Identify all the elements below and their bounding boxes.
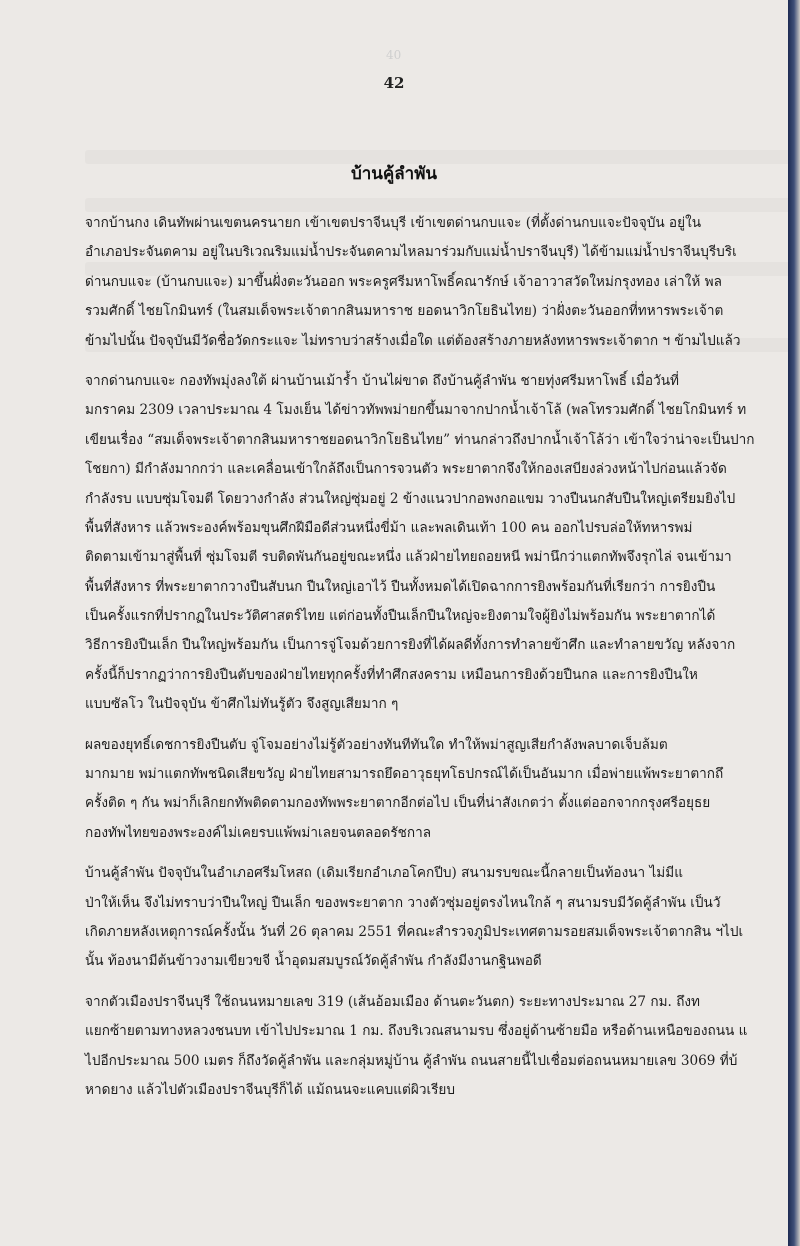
text-line: มากมาย พม่าแตกทัพชนิดเสียขวัญ ฝ่ายไทยสามารถยึดอาวุธยุทโธปกรณ์ได้เป็นอันมาก เมื่อพ่ายแพ้พระยาตากถึ	[85, 766, 724, 783]
text-line: กองทัพไทยของพระองค์ไม่เคยรบแพ้พม่าเลยจนตลอดรัชกาล	[85, 824, 432, 841]
paragraph	[85, 731, 788, 849]
text-line: ติดตามเข้ามาสู่พื้นที่ ซุ่มโจมตี รบติดพันกันอยู่ขณะหนึ่ง แล้วฝ่ายไทยถอยหนี พม่านึกว่าแตกทัพจึงรุกไล่ จนเข้ามา	[85, 549, 732, 566]
text-line: เป็นครั้งแรกที่ปรากฏในประวัติศาสตร์ไทย แต่ก่อนทั้งปืนเล็กปืนใหญ่จะยิงตามใจผู้ยิงไม่พร้อมกัน พระยาตากได้	[85, 608, 716, 625]
text-line: แบบซัลโว ในปัจจุบัน ข้าศึกไม่ทันรู้ตัว จึงสูญเสียมาก ๆ	[85, 696, 399, 713]
text-line: ข้ามไปนั้น ปัจจุบันมีวัดชื่อวัดกระแจะ ไม่ทราบว่าสร้างเมื่อใด แต่ต้องสร้างภายหลังทหารพระเจ้าตาก ฯ ข้ามไปแล้ว	[85, 332, 741, 349]
text-line: นั้น ท้องนามีต้นข้าวงามเขียวขจี น้ำอุดมสมบูรณ์วัดคู้ลำพัน กำลังมีงานกฐินพอดี	[85, 953, 542, 970]
document-body	[85, 209, 788, 1105]
text-line: ด่านกบแจะ (บ้านกบแจะ) มาขึ้นฝั่งตะวันออก พระครูศรีมหาโพธิ์คณารักษ์ เจ้าอาวาสวัดใหม่กรุงทอง เล่าให้ พล	[85, 273, 722, 290]
text-line: อำเภอประจันตคาม อยู่ในบริเวณริมแม่น้ำประจันตคามไหลมาร่วมกับแม่น้ำปราจีนบุรี) ได้ข้ามแม่น้ำปราจีนบุรีบริเ	[85, 244, 737, 261]
text-line: จากด่านกบแจะ กองทัพมุ่งลงใต้ ผ่านบ้านเม้าร้ำ บ้านไผ่ขาด ถึงบ้านคู้ลำพัน ชายทุ่งศรีมหาโพธิ์ เมื่อวันที่	[85, 372, 679, 389]
text-line: หาดยาง แล้วไปตัวเมืองปราจีนบุรีก็ได้ แม้ถนนจะแคบแต่ผิวเรียบ	[85, 1081, 456, 1098]
page-number: 42	[383, 74, 405, 92]
show-through-page-number: 40	[386, 48, 402, 62]
text-line: เกิดภายหลังเหตุการณ์ครั้งนั้น วันที่ 26 ตุลาคม 2551 ที่คณะสำรวจภูมิประเทศตามรอยสมเด็จพระเจ้าตากสิน ฯไปเ	[85, 923, 744, 940]
text-line: วิธีการยิงปืนเล็ก ปืนใหญ่พร้อมกัน เป็นการจู่โจมด้วยการยิงที่ได้ผลดีทั้งการทำลายข้าศึก และทำลายขวัญ หลังจาก	[85, 637, 736, 654]
text-line: ไปอีกประมาณ 500 เมตร ก็ถึงวัดคู้ลำพัน และกลุ่มหมู่บ้าน คู้ลำพัน ถนนสายนี้ไปเชื่อมต่อถนนหมายเลข 3069 ที่บ้	[85, 1052, 738, 1069]
book-spine-edge	[788, 0, 800, 1246]
text-line: โชยกา) มีกำลังมากกว่า และเคลื่อนเข้าใกล้ถึงเป็นการจวนตัว พระยาตากจึงให้กองเสบียงล่วงหน้าไปก่อนแล้วจัด	[85, 461, 727, 478]
paragraph	[85, 988, 788, 1106]
text-line: จากบ้านกง เดินทัพผ่านเขตนครนายก เข้าเขตปราจีนบุรี เข้าเขตด่านกบแจะ (ที่ตั้งด่านกบแจะปัจจุบัน อยู่ใน	[85, 215, 701, 231]
text-line: รวมศักดิ์ ไชยโกมินทร์ (ในสมเด็จพระเจ้าตากสินมหาราช ยอดนาวิกโยธินไทย) ว่าฝั่งตะวันออกที่ทหารพระเจ้าต	[85, 303, 724, 320]
text-line: บ้านคู้ลำพัน ปัจจุบันในอำเภอศรีมโหสถ (เดิมเรียกอำเภอโคกปีบ) สนามรบขณะนี้กลายเป็นท้องนา ไม่มีแ	[85, 865, 683, 882]
text-line: จากตัวเมืองปราจีนบุรี ใช้ถนนหมายเลข 319 (เส้นอ้อมเมือง ด้านตะวันตก) ระยะทางประมาณ 27 กม. ถึงท	[85, 993, 701, 1010]
page-title: บ้านคู้ลำพัน	[350, 164, 438, 184]
text-line: พื้นที่สังหาร ที่พระยาตากวางปืนสับนก ปืนใหญ่เอาไว้ ปืนทั้งหมดได้เปิดฉากการยิงพร้อมกันที่เรียกว่า การยิงปืน	[85, 578, 716, 595]
text-line: พื้นที่สังหาร แล้วพระองค์พร้อมขุนศึกฝีมือดีส่วนหนึ่งขี่ม้า และพลเดินเท้า 100 คน ออกไปรบล่อให้ทหารพม่	[85, 519, 693, 536]
text-line: ผลของยุทธิ์เดชการยิงปืนตับ จู่โจมอย่างไม่รู้ตัวอย่างทันทีทันใด ทำให้พม่าสูญเสียกำลังพลบาดเจ็บล้มต	[85, 736, 668, 753]
text-line: ครั้งนี้ก็ปรากฏว่าการยิงปืนตับของฝ่ายไทยทุกครั้งที่ทำศึกสงคราม เหมือนการยิงด้วยปืนกล และการยิงปืนให	[85, 666, 698, 683]
text-line: กำลังรบ แบบซุ่มโจมตี โดยวางกำลัง ส่วนใหญ่ซุ่มอยู่ 2 ข้างแนวปากอพงกอแขม วางปืนนกสับปืนใหญ่เตรียมยิงไป	[85, 490, 736, 507]
text-line: เขียนเรื่อง “สมเด็จพระเจ้าตากสินมหาราชยอดนาวิกโยธินไทย” ท่านกล่าวถึงปากน้ำเจ้าโล้ว่า เข้าใจว่าน่าจะเป็นปาก	[85, 431, 755, 448]
paragraph	[85, 367, 788, 720]
text-line: แยกซ้ายตามทางหลวงชนบท เข้าไปประมาณ 1 กม. ถึงบริเวณสนามรบ ซึ่งอยู่ด้านซ้ายมือ หรือด้านเหนือของถนน แ	[85, 1023, 748, 1040]
text-line: ป่าให้เห็น จึงไม่ทราบว่าปืนใหญ่ ปืนเล็ก ของพระยาตาก วางตัวซุ่มอยู่ตรงไหนใกล้ ๆ สนามรบมีวัดคู้ลำพัน เป็นวั	[85, 894, 721, 911]
text-line: ครั้งติด ๆ กัน พม่าก็เลิกยกทัพติดตามกองทัพพระยาตากอีกต่อไป เป็นที่น่าสังเกตว่า ตั้งแต่ออกจากกรุงศรีอยุธย	[85, 795, 711, 812]
text-line: มกราคม 2309 เวลาประมาณ 4 โมงเย็น ได้ข่าวทัพพม่ายกขึ้นมาจากปากน้ำเจ้าโล้ (พลโทรวมศักดิ์ ไชยโกมินทร์ ท	[85, 402, 747, 419]
paragraph	[85, 209, 788, 356]
paragraph	[85, 859, 788, 977]
